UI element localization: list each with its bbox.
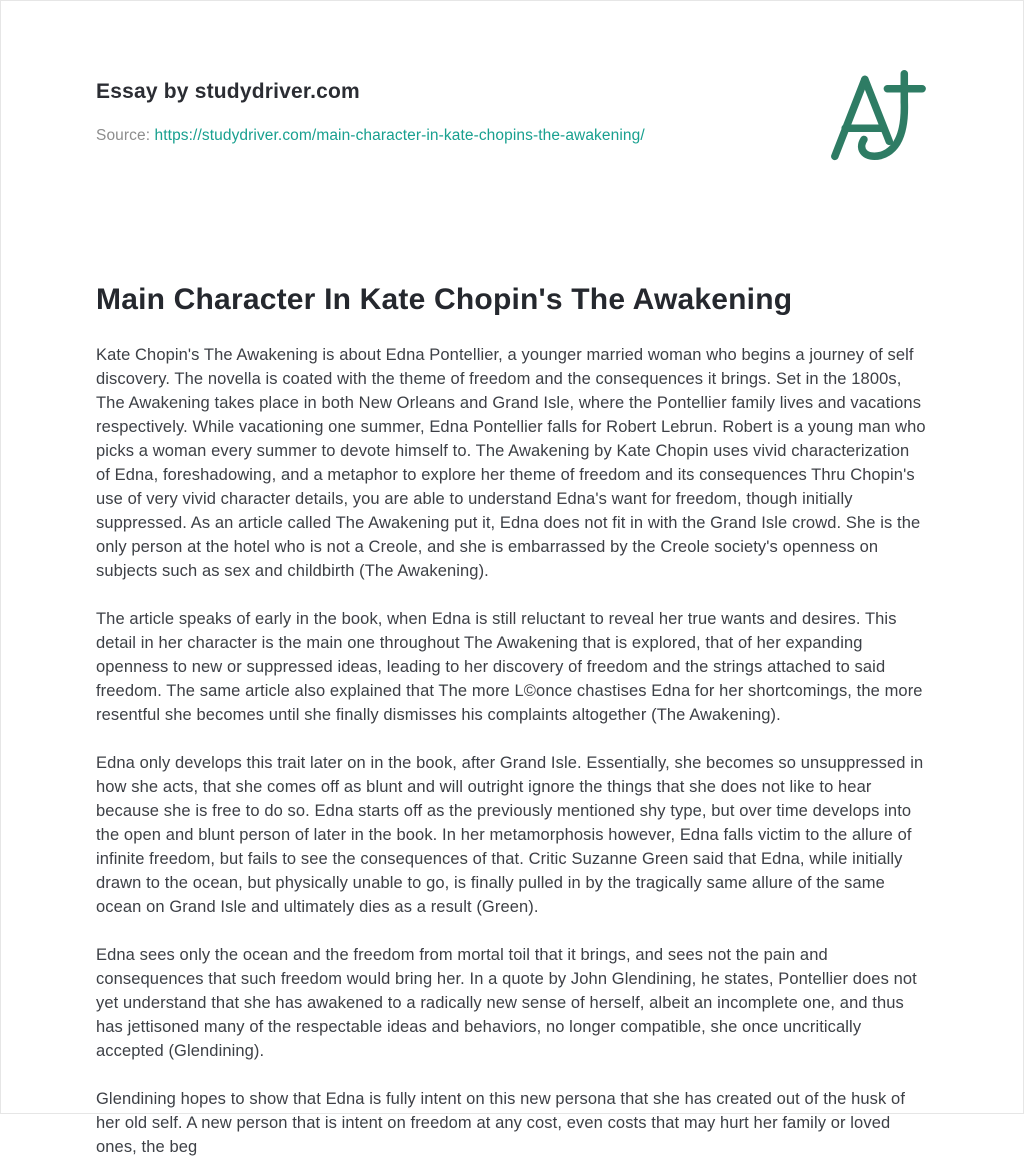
essay-paragraph: Kate Chopin's The Awakening is about Edna Pontellier, a younger married woman who begins a journey of self discovery. The novella is coated with the theme of freedom and the consequences it brings. Set in the 1800s, The Awakening takes place in both New Orleans and Grand Isle, where the Pontellier family lives and vacations respectively. While vacationing one summer, Edna Pontellier falls for Robert Lebrun. Robert is a young man who picks a woman every summer to devote himself to. The Awakening by Kate Chopin uses vivid characterization of Edna, foreshadowing, and a metaphor to explore her theme of freedom and its consequences Thru Chopin's use of very vivid character details, you are able to understand Edna's want for freedom, though initially suppressed. As an article called The Awakening put it, Edna does not fit in with the Grand Isle crowd. She is the only person at the hotel who is not a Creole, and she is embarrassed by the Creole society's openness on subjects such as sex and childbirth (The Awakening).	[96, 346, 926, 580]
source-link[interactable]: https://studydriver.com/main-character-in-kate-chopins-the-awakening/	[154, 127, 645, 144]
page-header	[96, 0, 927, 167]
studydriver-logo	[829, 70, 927, 167]
source-label: Source:	[96, 127, 151, 144]
essay-paragraph: Edna sees only the ocean and the freedom from mortal toil that it brings, and sees not the pain and consequences that such freedom would bring her. In a quote by John Glendining, he states, Pontellier does not yet understand that she has awakened to a radically new sense of herself, albeit an incomplete one, and thus has jettisoned many of the respectable ideas and behaviors, no longer compatible, she once uncritically accepted (Glendining).	[96, 946, 917, 1060]
essay-byline: Essay by studydriver.com	[96, 80, 360, 103]
essay-title: Main Character In Kate Chopin's The Awakening	[96, 283, 793, 316]
studydriver-logo-icon	[829, 70, 927, 162]
essay-paragraph: The article speaks of early in the book, when Edna is still reluctant to reveal her true wants and desires. This detail in her character is the main one throughout The Awakening that is explored, that of her expanding openness to new or suppressed ideas, leading to her discovery of freedom and the strings attached to said freedom. The same article also explained that The more L©once chastises Edna for her shortcomings, the more resentful she becomes until she finally dismisses his complaints altogether (The Awakening).	[96, 610, 923, 724]
logo-strokes	[835, 74, 922, 157]
essay-body	[96, 343, 927, 1159]
essay-paragraph: Edna only develops this trait later on in the book, after Grand Isle. Essentially, she becomes so unsuppressed in how she acts, that she comes off as blunt and will outright ignore the things that she does not like to hear because she is free to do so. Edna starts off as the previously mentioned shy type, but over time develops into the open and blunt person of later in the book. In her metamorphosis however, Edna falls victim to the allure of infinite freedom, but fails to see the consequences of that. Critic Suzanne Green said that Edna, while initially drawn to the ocean, but physically unable to go, is finally pulled in by the tragically same allure of the same ocean on Grand Isle and ultimately dies as a result (Green).	[96, 754, 924, 916]
header-left	[96, 74, 645, 145]
source-line	[96, 127, 645, 145]
essay-paragraph: Glendining hopes to show that Edna is fully intent on this new persona that she has created out of the husk of her old self. A new person that is intent on freedom at any cost, even costs that may hurt her family or loved ones, the beg	[96, 1090, 906, 1156]
